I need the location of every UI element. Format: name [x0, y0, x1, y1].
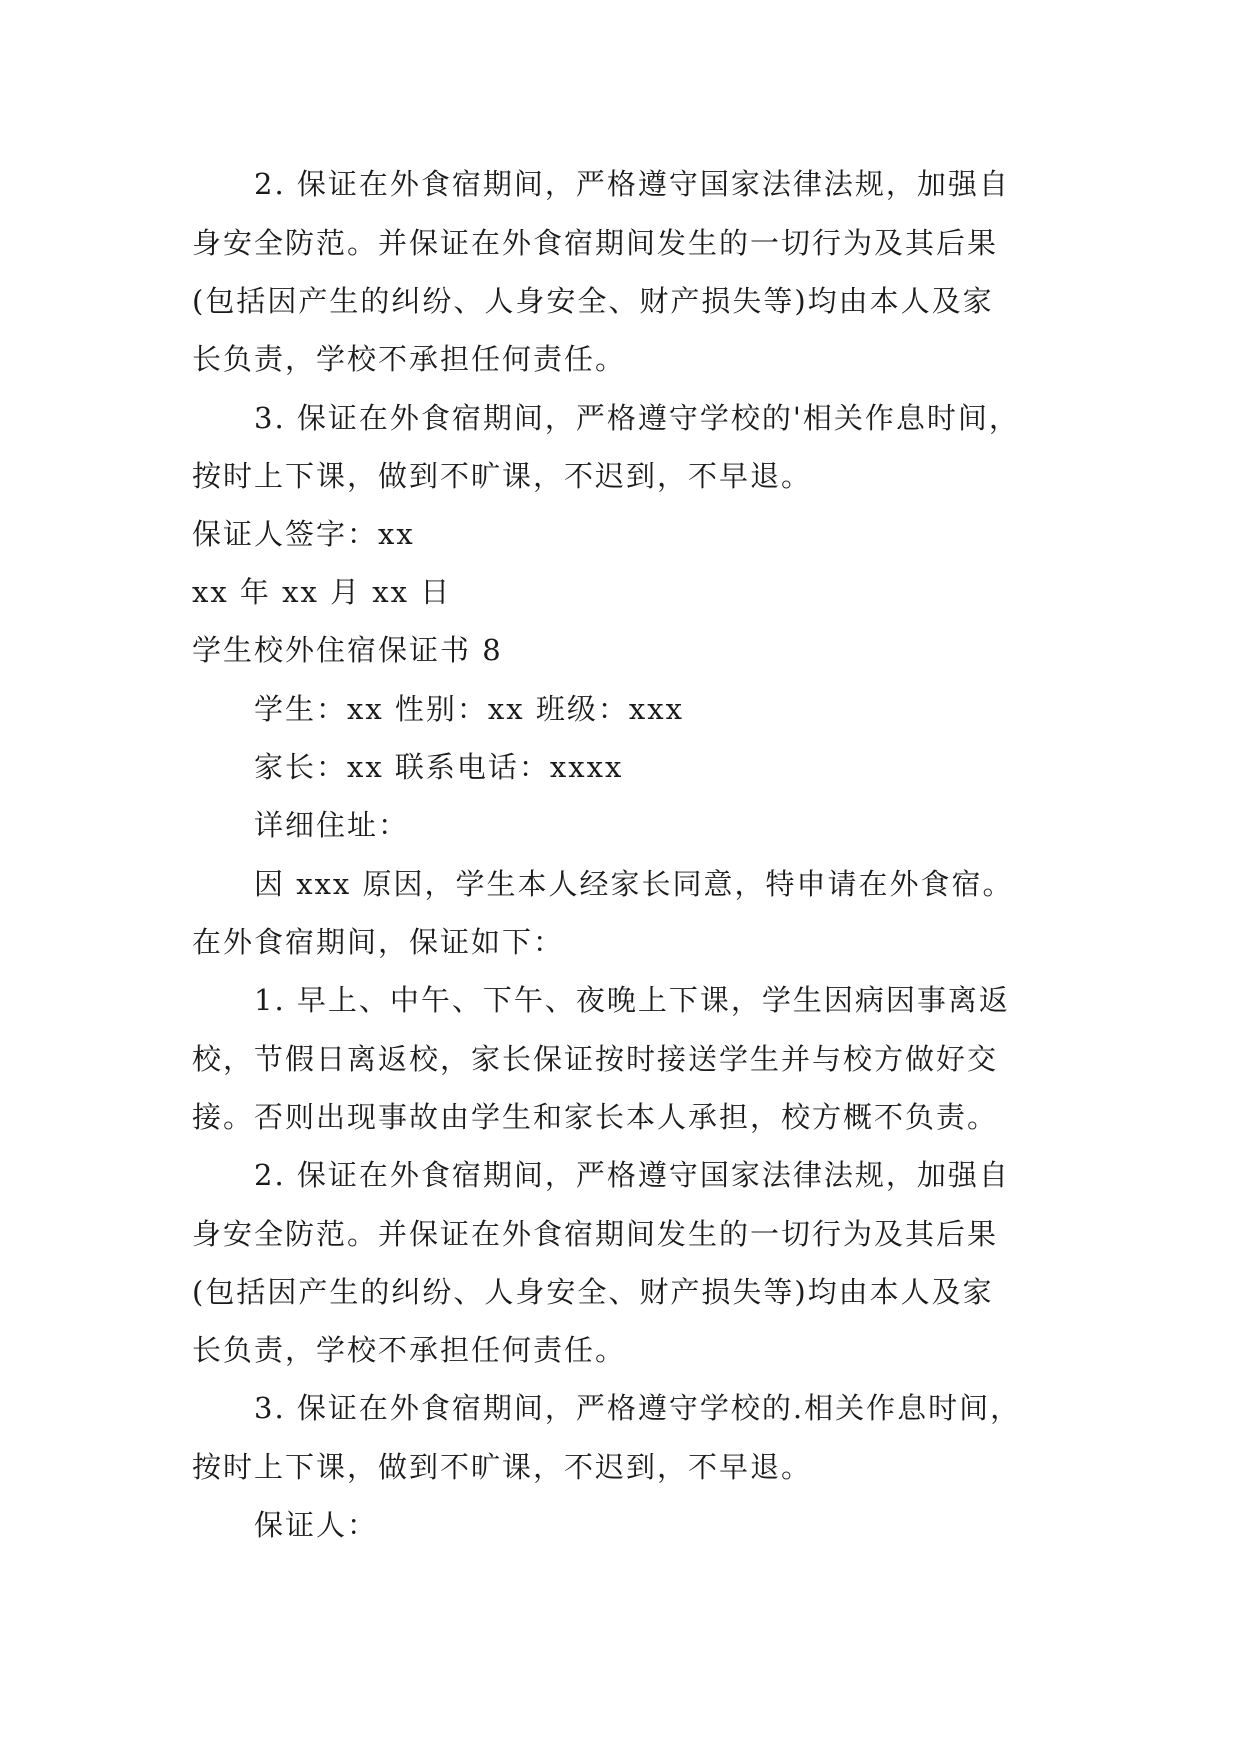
section-title: 学生校外住宿保证书 8: [192, 633, 503, 667]
paragraph-2-line-2: 身安全防范。并保证在外食宿期间发生的一切行为及其后果: [192, 226, 999, 260]
item-3-line-2: 按时上下课，做到不旷课，不迟到，不早退。: [192, 1450, 813, 1484]
reason-line-2: 在外食宿期间，保证如下：: [192, 925, 565, 959]
paragraph-3-line-1: 3. 保证在外食宿期间，严格遵守学校的'相关作息时间，: [254, 401, 1020, 435]
paragraph-2-line-4: 长负责，学校不承担任何责任。: [192, 342, 627, 376]
student-info: 学生：xx 性别：xx 班级：xxx: [254, 692, 684, 726]
address-line: 详细住址：: [254, 808, 410, 842]
guarantor-line: 保证人：: [254, 1508, 379, 1542]
item-2-line-3: (包括因产生的纠纷、人身安全、财产损失等)均由本人及家: [192, 1275, 994, 1309]
item-1-line-3: 接。否则出现事故由学生和家长本人承担，校方概不负责。: [192, 1100, 999, 1134]
signature-line: 保证人签字：xx: [192, 517, 415, 551]
item-1-line-2: 校，节假日离返校，家长保证按时接送学生并与校方做好交: [192, 1042, 999, 1076]
parent-info: 家长：xx 联系电话：xxxx: [254, 750, 624, 784]
paragraph-2-line-3: (包括因产生的纠纷、人身安全、财产损失等)均由本人及家: [192, 284, 994, 318]
item-3-line-1: 3. 保证在外食宿期间，严格遵守学校的.相关作息时间，: [254, 1391, 1022, 1425]
item-1-line-1: 1. 早上、中午、下午、夜晚上下课，学生因病因事离返: [254, 983, 1010, 1017]
paragraph-2-line-1: 2. 保证在外食宿期间，严格遵守国家法律法规，加强自: [254, 167, 1010, 201]
item-2-line-1: 2. 保证在外食宿期间，严格遵守国家法律法规，加强自: [254, 1158, 1010, 1192]
item-2-line-2: 身安全防范。并保证在外食宿期间发生的一切行为及其后果: [192, 1217, 999, 1251]
item-2-line-4: 长负责，学校不承担任何责任。: [192, 1333, 627, 1367]
date-line: xx 年 xx 月 xx 日: [192, 575, 452, 609]
reason-line-1: 因 xxx 原因，学生本人经家长同意，特申请在外食宿。: [254, 867, 1014, 901]
paragraph-3-line-2: 按时上下课，做到不旷课，不迟到，不早退。: [192, 459, 813, 493]
